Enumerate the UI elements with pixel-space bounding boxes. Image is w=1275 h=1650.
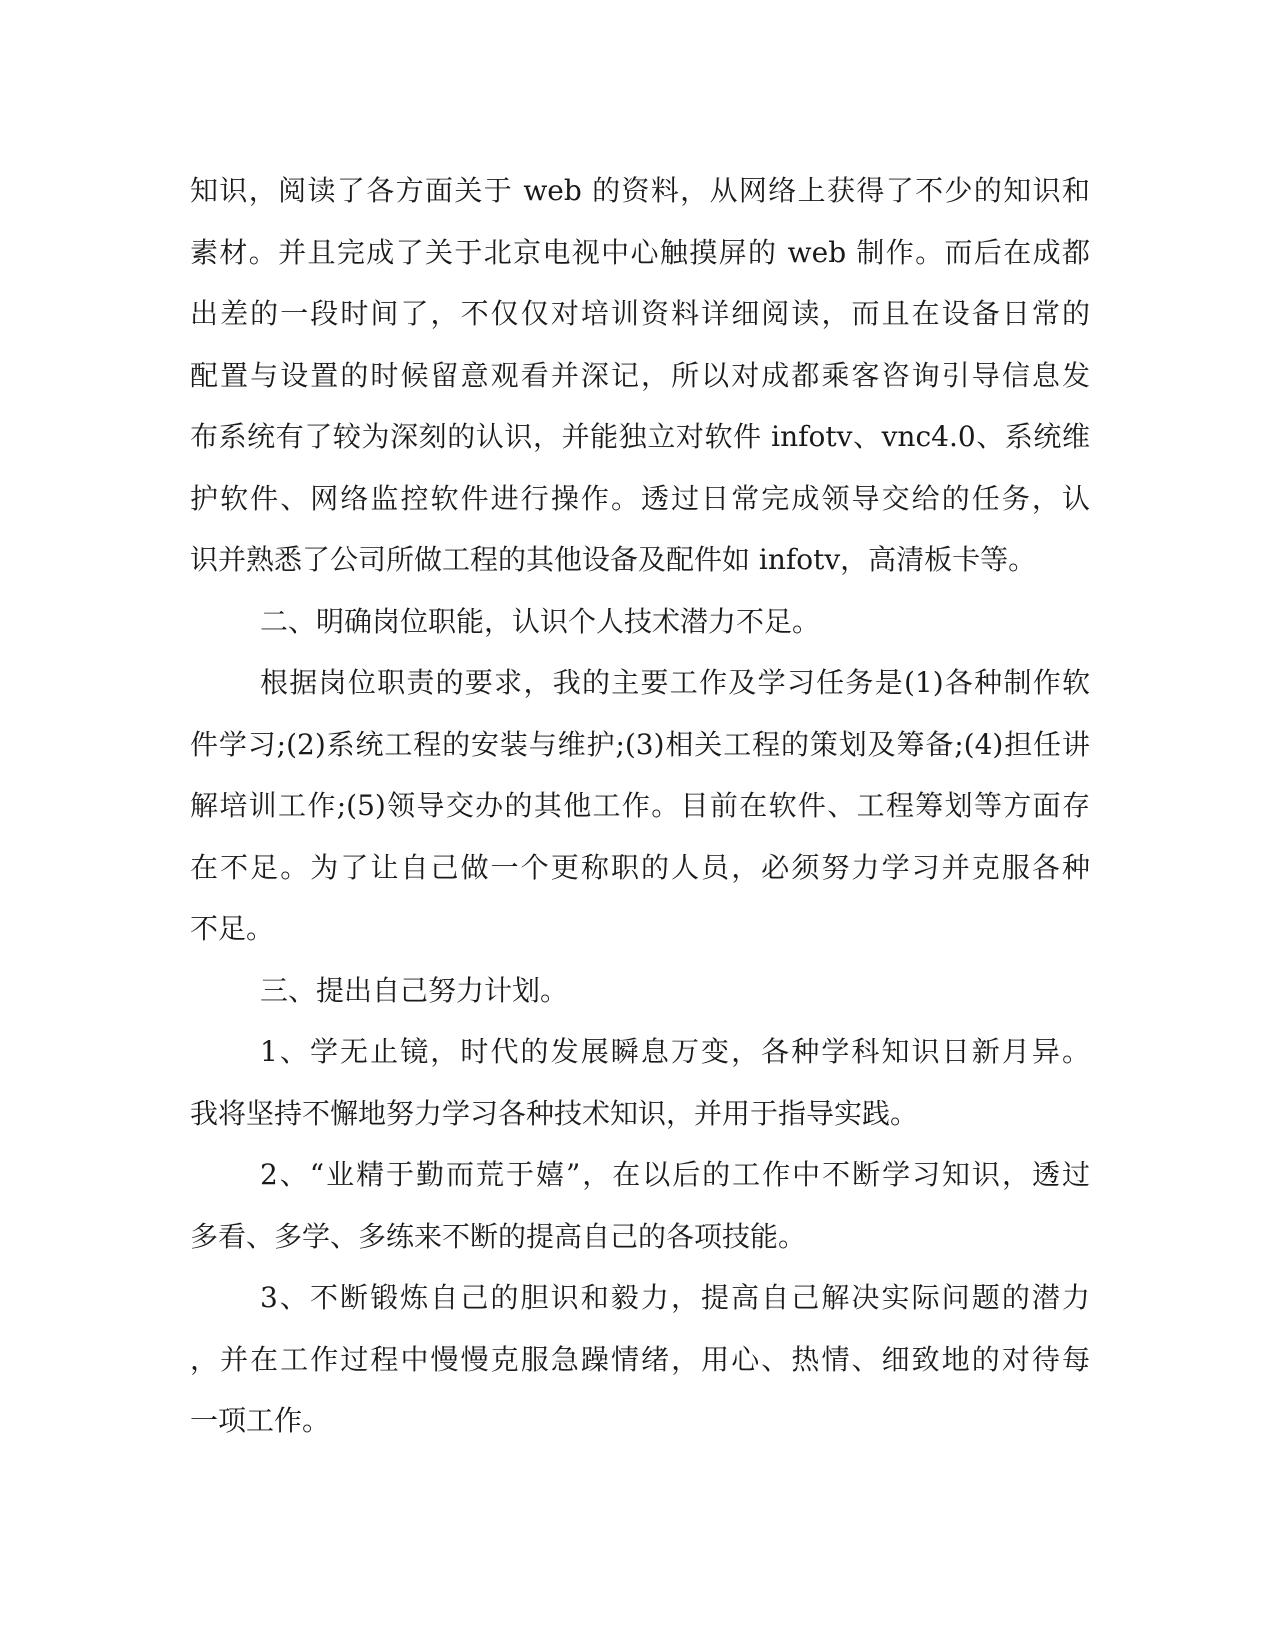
section-heading: 三、提出自己努力计划。 <box>260 973 569 1007</box>
text-line: 出差的一段时间了，不仅仅对培训资料详细阅读，而且在设备日常的 <box>190 297 1090 330</box>
text-line: 识并熟悉了公司所做工程的其他设备及配件如 infotv，高清板卡等。 <box>190 543 1037 576</box>
document-body <box>190 160 1090 1452</box>
text-line: 不足。 <box>190 912 275 945</box>
text-line: 配置与设置的时候留意观看并深记，所以对成都乘客咨询引导信息发 <box>190 358 1090 392</box>
text-line: 解培训工作;(5)领导交办的其他工作。目前在软件、工程筹划等方面存 <box>190 789 1090 822</box>
text-line: 件学习;(2)系统工程的安装与维护;(3)相关工程的策划及筹备;(4)担任讲 <box>190 727 1090 761</box>
text-line: 素材。并且完成了关于北京电视中心触摸屏的 web 制作。而后在成都 <box>190 235 1090 269</box>
text-line: ，并在工作过程中慢慢克服急躁情绪，用心、热情、细致地的对待每 <box>190 1342 1090 1376</box>
text-line: 一项工作。 <box>190 1404 331 1437</box>
text-line: 我将坚持不懈地努力学习各种技术知识，并用于指导实践。 <box>190 1096 919 1130</box>
text-line: 1、学无止镜，时代的发展瞬息万变，各种学科知识日新月异。 <box>260 1035 1090 1068</box>
section-heading: 二、明确岗位职能，认识个人技术潜力不足。 <box>260 604 821 638</box>
text-line: 在不足。为了让自己做一个更称职的人员，必须努力学习并克服各种 <box>190 850 1090 884</box>
text-line: 多看、多学、多练来不断的提高自己的各项技能。 <box>190 1219 807 1253</box>
text-line: 护软件、网络监控软件进行操作。透过日常完成领导交给的任务，认 <box>190 481 1090 515</box>
text-line: 布系统有了较为深刻的认识，并能独立对软件 infotv、vnc4.0、系统维 <box>190 420 1090 453</box>
text-line: 2、“业精于勤而荒于嬉”，在以后的工作中不断学习知识，透过 <box>260 1158 1090 1191</box>
text-line: 知识，阅读了各方面关于 web 的资料，从网络上获得了不少的知识和 <box>190 174 1090 207</box>
text-line: 根据岗位职责的要求，我的主要工作及学习任务是(1)各种制作软 <box>260 666 1090 699</box>
text-line: 3、不断锻炼自己的胆识和毅力，提高自己解决实际问题的潜力 <box>260 1281 1090 1314</box>
